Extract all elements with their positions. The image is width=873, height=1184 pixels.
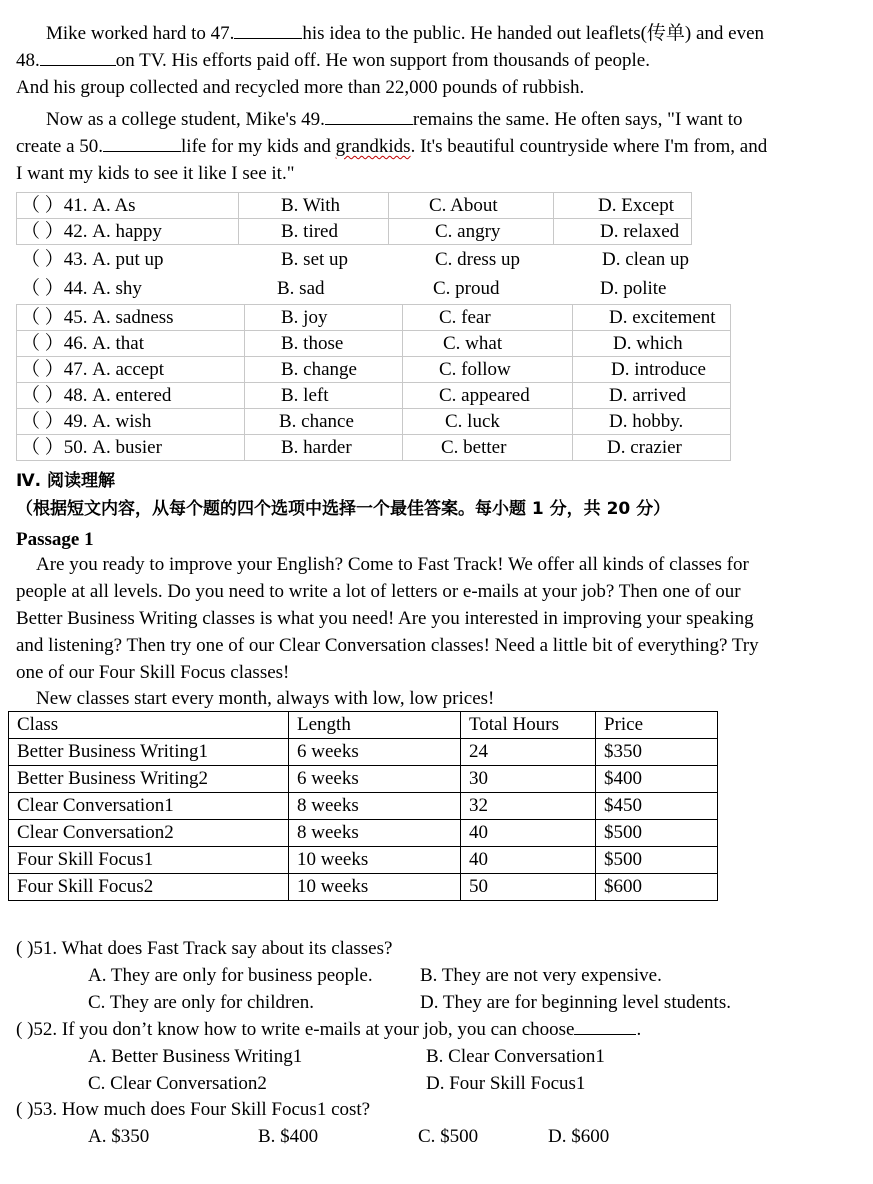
option-row <box>17 219 692 245</box>
option-row <box>17 305 731 331</box>
table-header: Class <box>9 712 289 739</box>
paragraph-text: on TV. His efforts paid off. He won support from thousands of people. <box>115 50 650 71</box>
table-cell: 6 weeks <box>289 766 461 793</box>
choice-a: A. They are only for business people. <box>88 965 373 986</box>
passage-line: and listening? Then try one of our Clear Conversation classes! Need a little bit of everything? Try <box>16 635 759 656</box>
question-text: . <box>636 1019 642 1040</box>
table-cell: $400 <box>596 766 718 793</box>
option-row <box>17 273 704 302</box>
option-d: D. introduce <box>573 357 731 383</box>
table-cell: $350 <box>596 739 718 766</box>
question-51 <box>16 935 392 962</box>
option-b: B. With <box>239 193 389 219</box>
table-cell: Clear Conversation2 <box>9 820 289 847</box>
choice-a: A. Better Business Writing1 <box>88 1046 303 1067</box>
question-text: How much does Four Skill Focus1 cost? <box>61 1099 371 1120</box>
section-instruction: （根据短文内容，从每个题的四个选项中选择一个最佳答案。每小题 1 分，共 20 分） <box>16 499 671 519</box>
table-cell: 8 weeks <box>289 793 461 820</box>
table-cell: $500 <box>596 820 718 847</box>
option-c: C. appeared <box>403 383 573 409</box>
option-cell: （ ）42. A. happy <box>17 219 239 245</box>
paragraph-text: create a 50. <box>16 136 104 157</box>
option-c: C. dress up <box>435 249 520 270</box>
answer-blank <box>234 20 302 39</box>
passage-line: Better Business Writing classes is what you need! Are you interested in improving your speaking <box>16 608 754 629</box>
table-cell: 32 <box>461 793 596 820</box>
option-c: C. proud <box>433 278 500 299</box>
option-d: D. hobby. <box>573 409 731 435</box>
option-b: B. left <box>245 383 403 409</box>
option-cell: （ ）45. A. sadness <box>17 305 245 331</box>
table-cell: 30 <box>461 766 596 793</box>
option-c: C. what <box>403 331 573 357</box>
table-cell: 50 <box>461 874 596 901</box>
option-row <box>17 193 692 219</box>
passage-line: one of our Four Skill Focus classes! <box>16 662 290 683</box>
table-header: Price <box>596 712 718 739</box>
option-b: B. sad <box>277 278 325 299</box>
table-cell: 40 <box>461 820 596 847</box>
table-row <box>9 820 718 847</box>
paragraph-text: And his group collected and recycled more than 22,000 pounds of rubbish. <box>16 77 585 98</box>
choice-b: B. $400 <box>258 1126 319 1147</box>
table-row <box>9 874 718 901</box>
table-cell: 40 <box>461 847 596 874</box>
option-d: D. polite <box>600 278 667 299</box>
option-row <box>17 331 731 357</box>
option-cell: （ ）46. A. that <box>17 331 245 357</box>
option-b: B. change <box>245 357 403 383</box>
table-cell: Four Skill Focus2 <box>9 874 289 901</box>
choice-c: C. $500 <box>418 1126 479 1147</box>
option-b: B. harder <box>245 435 403 461</box>
option-cell: （ ）50. A. busier <box>17 435 245 461</box>
option-d: D. relaxed <box>554 219 692 245</box>
answer-paren: ( )52. <box>16 1019 62 1040</box>
option-c: C. fear <box>403 305 573 331</box>
choice-b: B. They are not very expensive. <box>420 965 662 986</box>
class-price-table <box>8 711 718 901</box>
table-cell: Four Skill Focus1 <box>9 847 289 874</box>
choice-d: D. $600 <box>548 1126 610 1147</box>
option-row <box>17 357 731 383</box>
option-d: D. Except <box>554 193 692 219</box>
option-cell: （ ）48. A. entered <box>17 383 245 409</box>
passage-line: New classes start every month, always with low, low prices! <box>36 688 495 709</box>
option-row <box>17 247 704 273</box>
paragraph-text: 48. <box>16 50 40 71</box>
table-header: Length <box>289 712 461 739</box>
table-cell: $600 <box>596 874 718 901</box>
options-table-43-44 <box>16 246 704 302</box>
question-text: If you don’t know how to write e-mails at your job, you can choose <box>61 1019 575 1040</box>
option-row <box>17 383 731 409</box>
option-b: B. joy <box>245 305 403 331</box>
choice-b: B. Clear Conversation1 <box>426 1046 605 1067</box>
option-c: C. About <box>389 193 554 219</box>
paragraph-text: remains the same. He often says, "I want to <box>412 109 743 130</box>
paragraph-text: . It's beautiful countryside where I'm from, and <box>410 136 768 157</box>
option-cell: （ ）43. A. put up <box>21 249 164 270</box>
table-cell: Better Business Writing2 <box>9 766 289 793</box>
table-cell: 10 weeks <box>289 847 461 874</box>
table-cell: Clear Conversation1 <box>9 793 289 820</box>
passage-line: people at all levels. Do you need to write a lot of letters or e-mails at your job? Then one of our <box>16 581 741 602</box>
answer-paren: ( )51. <box>16 938 62 959</box>
choice-a: A. $350 <box>88 1126 150 1147</box>
table-cell: 8 weeks <box>289 820 461 847</box>
option-b: B. tired <box>239 219 389 245</box>
section-title: Ⅳ. 阅读理解 <box>16 471 116 491</box>
choice-c: C. Clear Conversation2 <box>88 1073 267 1094</box>
options-table-45-50 <box>16 304 731 461</box>
question-53 <box>16 1096 370 1123</box>
option-c: C. luck <box>403 409 573 435</box>
option-b: B. those <box>245 331 403 357</box>
paragraph-text: Now as a college student, Mike's 49. <box>46 109 325 130</box>
table-header-row <box>9 712 718 739</box>
option-d: D. arrived <box>573 383 731 409</box>
choice-d: D. They are for beginning level students. <box>420 992 731 1013</box>
passage-title: Passage 1 <box>16 529 94 550</box>
option-b: B. set up <box>281 249 349 270</box>
answer-blank <box>40 47 116 66</box>
table-row <box>9 739 718 766</box>
table-cell: $500 <box>596 847 718 874</box>
paragraph-text: Mike worked hard to 47. <box>46 23 235 44</box>
cloze-paragraph-4 <box>16 106 848 187</box>
table-cell: 6 weeks <box>289 739 461 766</box>
table-row <box>9 766 718 793</box>
table-row <box>9 793 718 820</box>
question-text: What does Fast Track say about its classes? <box>61 938 393 959</box>
answer-blank <box>103 133 181 152</box>
option-c: C. better <box>403 435 573 461</box>
answer-blank <box>574 1016 636 1035</box>
underlined-word: grandkids <box>335 136 411 157</box>
paragraph-text: I want my kids to see it like I see it." <box>16 163 295 184</box>
option-cell: （ ）47. A. accept <box>17 357 245 383</box>
choice-c: C. They are only for children. <box>88 992 314 1013</box>
option-d: D. clean up <box>602 249 690 270</box>
table-cell: 24 <box>461 739 596 766</box>
option-c: C. follow <box>403 357 573 383</box>
option-d: D. which <box>573 331 731 357</box>
option-cell: （ ）44. A. shy <box>21 278 142 299</box>
option-d: D. excitement <box>573 305 731 331</box>
table-cell: 10 weeks <box>289 874 461 901</box>
passage-line: Are you ready to improve your English? Come to Fast Track! We offer all kinds of classes for <box>36 554 749 575</box>
cloze-paragraph-3 <box>16 20 848 101</box>
table-cell: $450 <box>596 793 718 820</box>
answer-blank <box>325 106 413 125</box>
option-row <box>17 435 731 461</box>
question-52 <box>16 1016 641 1043</box>
passage-body <box>16 551 848 686</box>
paragraph-text: his idea to the public. He handed out leaflets(传单) and even <box>302 23 765 44</box>
option-cell: （ ）49. A. wish <box>17 409 245 435</box>
option-b: B. chance <box>245 409 403 435</box>
choice-d: D. Four Skill Focus1 <box>426 1073 586 1094</box>
options-table-41-42 <box>16 192 692 245</box>
answer-paren: ( )53. <box>16 1099 62 1120</box>
option-cell: （ ）41. A. As <box>17 193 239 219</box>
table-row <box>9 847 718 874</box>
table-cell: Better Business Writing1 <box>9 739 289 766</box>
paragraph-text: life for my kids and <box>181 136 336 157</box>
option-c: C. angry <box>389 219 554 245</box>
option-d: D. crazier <box>573 435 731 461</box>
option-row <box>17 409 731 435</box>
table-header: Total Hours <box>461 712 596 739</box>
